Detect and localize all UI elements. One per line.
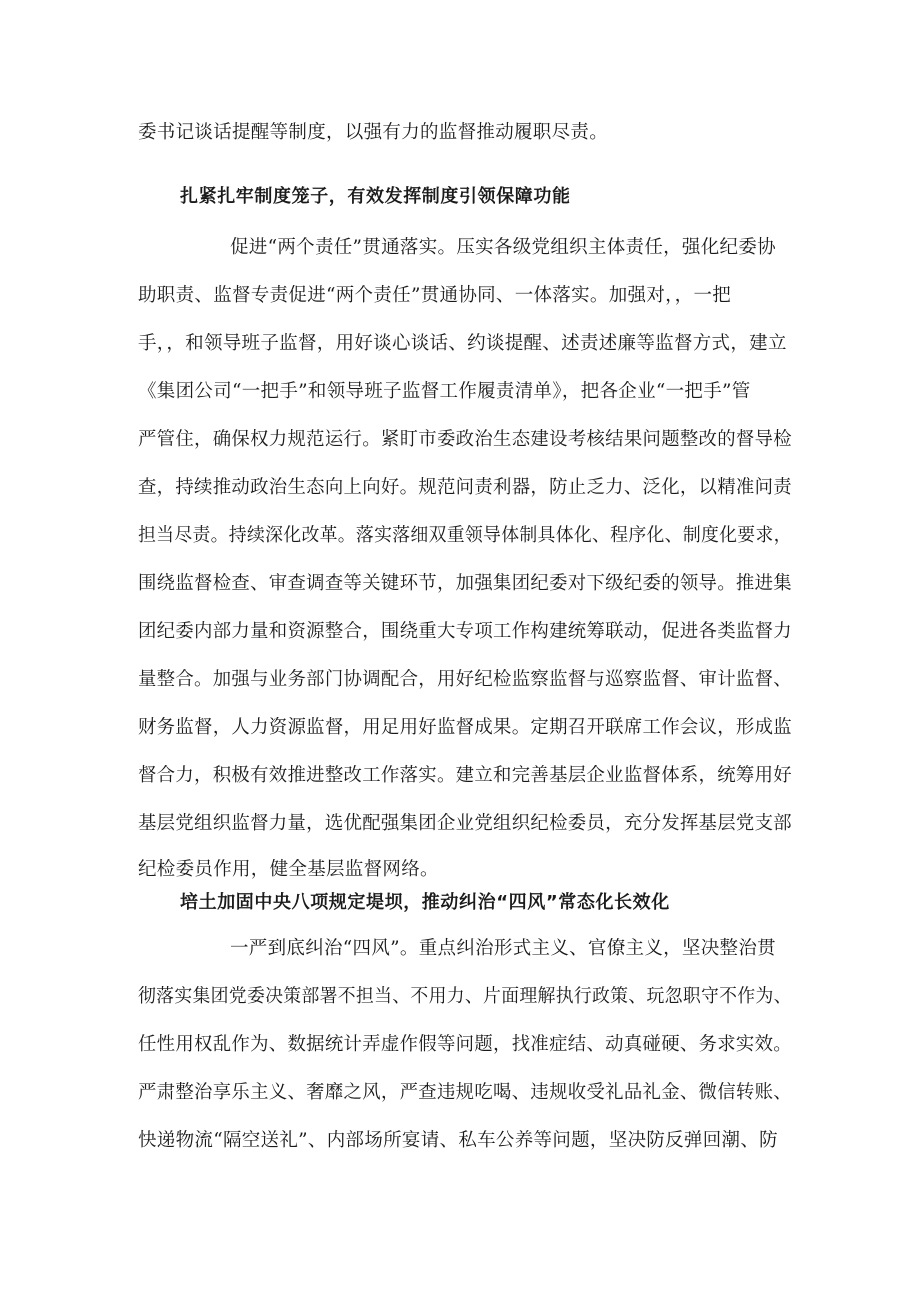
paragraph-line: 纪检委员作用，健全基层监督网络。 [138, 859, 439, 880]
paragraph-line: 量整合。加强与业务部门协调配合，用好纪检监察监督与巡察监督、审计监督、 [138, 669, 793, 690]
paragraph-line: 《集团公司“一把手”和领导班子监督工作履责清单》，把各企业“一把手”管 [138, 381, 751, 402]
paragraph-line: 彻落实集团党委决策部署不担当、不用力、片面理解执行政策、玩忽职守不作为、 [138, 986, 792, 1007]
paragraph-line: 助职责、监督专责促进“两个责任”贯通协同、一体落实。加强对，，一把 [138, 285, 732, 306]
paragraph-line: 财务监督，人力资源监督，用足用好监督成果。定期召开联席工作会议，形成监 [138, 717, 793, 738]
paragraph-line: 委书记谈话提醒等制度，以强有力的监督推动履职尽责。 [138, 122, 609, 143]
paragraph-line: 基层党组织监督力量，选优配强集团企业党组织纪检委员，充分发挥基层党支部 [138, 813, 793, 834]
paragraph-line: 督合力，积极有效推进整改工作落实。建立和完善基层企业监督体系，统筹用好 [138, 765, 793, 786]
paragraph-line: 担当尽责。持续深化改革。落实落细双重领导体制具体化、程序化、制度化要求， [138, 525, 792, 546]
paragraph-line: 严管住，确保权力规范运行。紧盯市委政治生态建设考核结果问题整改的督导检 [138, 429, 793, 450]
paragraph-line: 围绕监督检查、审查调查等关键环节，加强集团纪委对下级纪委的领导。推进集 [138, 573, 793, 594]
paragraph-line: 任性用权乱作为、数据统计弄虚作假等问题，找准症结、动真碰硬、务求实效。 [138, 1034, 793, 1055]
section-heading: 培土加固中央八项规定堤坝，推动纠治“四风”常态化长效化 [180, 892, 670, 913]
paragraph-line: 严肃整治享乐主义、奢靡之风，严查违规吃喝、违规收受礼品礼金、微信转账、 [138, 1082, 793, 1103]
paragraph-line: 促进“两个责任”贯通落实。压实各级党组织主体责任，强化纪委协 [230, 237, 776, 258]
paragraph-line: 快递物流“隔空送礼”、内部场所宴请、私车公养等问题，坚决防反弹回潮、防 [138, 1130, 778, 1151]
paragraph-line: 手，，和领导班子监督，用好谈心谈话、约谈提醒、述责述廉等监督方式，建立 [138, 333, 787, 354]
paragraph-line: 团纪委内部力量和资源整合，围绕重大专项工作构建统筹联动，促进各类监督力 [138, 621, 793, 642]
paragraph-line: 查，持续推动政治生态向上向好。规范问责利器，防止乏力、泛化，以精准问责 [138, 477, 793, 498]
paragraph-line: 一严到底纠治“四风”。重点纠治形式主义、官僚主义，坚决整治贯 [230, 938, 776, 959]
section-heading: 扎紧扎牢制度笼子，有效发挥制度引领保障功能 [180, 186, 571, 207]
